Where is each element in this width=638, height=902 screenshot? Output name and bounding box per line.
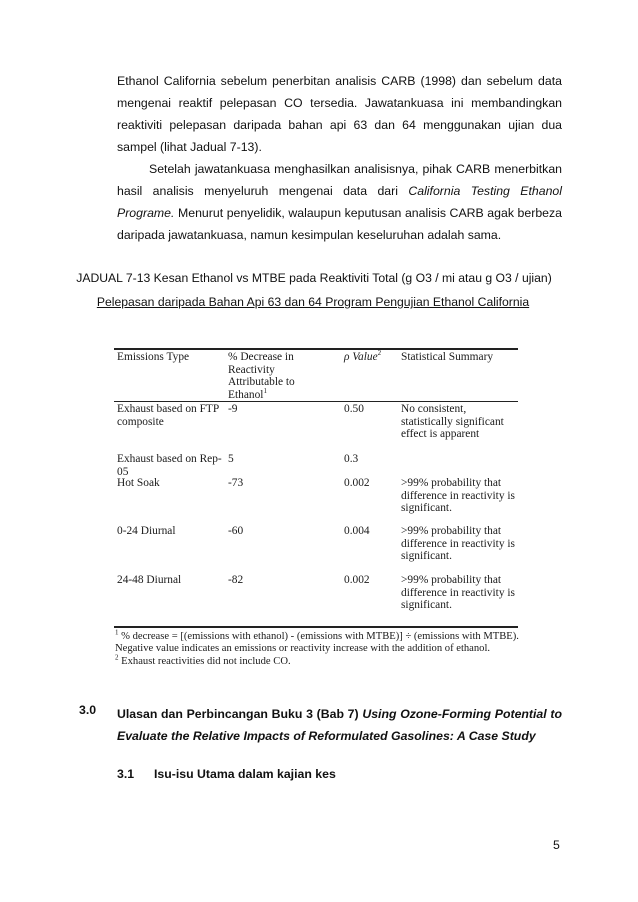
table-cell-p-value: 0.3	[344, 453, 359, 465]
table-cell-p-value: 0.004	[344, 525, 370, 537]
header-percent-decrease	[228, 351, 328, 401]
table-caption: JADUAL 7-13 Kesan Ethanol vs MTBE pada Reaktiviti Total (g O3 / mi atau g O3 / ujian)	[76, 271, 552, 285]
paragraph-2-text-end: Menurut penyelidik, walaupun keputusan analisis CARB agak berbeza daripada jawatankuasa, namun kesimpulan keseluruhan adalah sama.	[117, 206, 562, 242]
table-cell-type: 24-48 Diurnal	[117, 574, 182, 586]
header-footnote-1: 1	[263, 386, 267, 395]
table-cell-decrease: -9	[228, 403, 238, 415]
header-statistical-summary: Statistical Summary	[401, 351, 494, 363]
table-cell-p-value: 0.002	[344, 477, 370, 489]
footnote-2-marker: 2	[115, 653, 119, 662]
paragraph-2-text: Setelah jawatankuasa menghasilkan analisisnya, pihak CARB menerbitkan hasil analisis menyeluruh mengenai data dari	[117, 162, 562, 198]
table-cell-decrease: -73	[228, 477, 244, 489]
table-cell-summary: >99% probability that difference in reactivity is significant.	[401, 574, 515, 612]
table-cell-type: 0-24 Diurnal	[117, 525, 176, 537]
table-cell-summary: >99% probability that difference in reactivity is significant.	[401, 525, 515, 563]
table-cell-p-value: 0.50	[344, 403, 364, 415]
table-cell-decrease: -60	[228, 525, 244, 537]
header-emissions-type: Emissions Type	[117, 351, 190, 363]
subsection-title: Isu-isu Utama dalam kajian kes	[154, 767, 336, 781]
table-footnotes	[115, 628, 535, 668]
section-title-italic: Using Ozone-Forming Potential to Evaluate the Relative Impacts of Reformulated Gasolines: A Case Study	[117, 707, 563, 743]
table-caption-subtitle	[0, 294, 632, 310]
paragraph-2	[117, 158, 562, 246]
table-caption-subtitle-text: Pelepasan daripada Bahan Api 63 dan 64 Program Pengujian Ethanol California	[96, 295, 530, 309]
paragraph-1: Ethanol California sebelum penerbitan analisis CARB (1998) dan sebelum data mengenai reaktif pelepasan CO tersedia. Jawatankuasa ini membandingkan reaktiviti pelepasan daripada bahan api 63 dan 64 menggunakan ujian dua sampel (lihat Jadual 7-13).	[117, 74, 562, 154]
header-p-value-text: ρ Value	[344, 351, 378, 363]
section-number: 3.0	[79, 703, 97, 717]
footnote-1-continued: Negative value indicates an emissions or reactivity increase with the addition of ethanol.	[115, 643, 491, 655]
footnote-2	[115, 653, 535, 668]
section-title	[117, 703, 562, 747]
table-bottom-rule	[114, 626, 518, 628]
table-cell-type: Exhaust based on Rep-05	[117, 453, 222, 478]
table-top-rule	[114, 348, 518, 350]
table-cell-type: Exhaust based on FTP composite	[117, 403, 219, 428]
table-cell-decrease: -82	[228, 574, 244, 586]
table-cell-summary: >99% probability that difference in reactivity is significant.	[401, 477, 515, 515]
subsection-number: 3.1	[117, 767, 135, 781]
table-cell-summary: No consistent, statistically significant effect is apparent	[401, 403, 504, 441]
table-header-rule	[114, 401, 518, 402]
table-cell-p-value: 0.002	[344, 574, 370, 586]
table-cell-type: Hot Soak	[117, 477, 160, 489]
header-p-value	[344, 351, 399, 364]
footnote-2-text: Exhaust reactivities did not include CO.	[118, 655, 291, 667]
footnote-1-marker: 1	[115, 628, 119, 637]
paragraph-2-italic: California Testing Ethanol Programe.	[117, 184, 562, 220]
header-percent-decrease-text: % Decrease in Reactivity Attributable to Ethanol	[228, 351, 295, 401]
table-cell-decrease: 5	[228, 453, 234, 465]
section-title-text: Ulasan dan Perbincangan Buku 3 (Bab 7)	[117, 707, 363, 721]
page-number: 5	[553, 838, 560, 852]
footnote-1-text: % decrease = [(emissions with ethanol) - (emissions with MTBE)] ÷ (emissions with MTBE).	[118, 631, 519, 642]
footnote-1	[115, 628, 535, 643]
header-footnote-2: 2	[377, 349, 382, 358]
